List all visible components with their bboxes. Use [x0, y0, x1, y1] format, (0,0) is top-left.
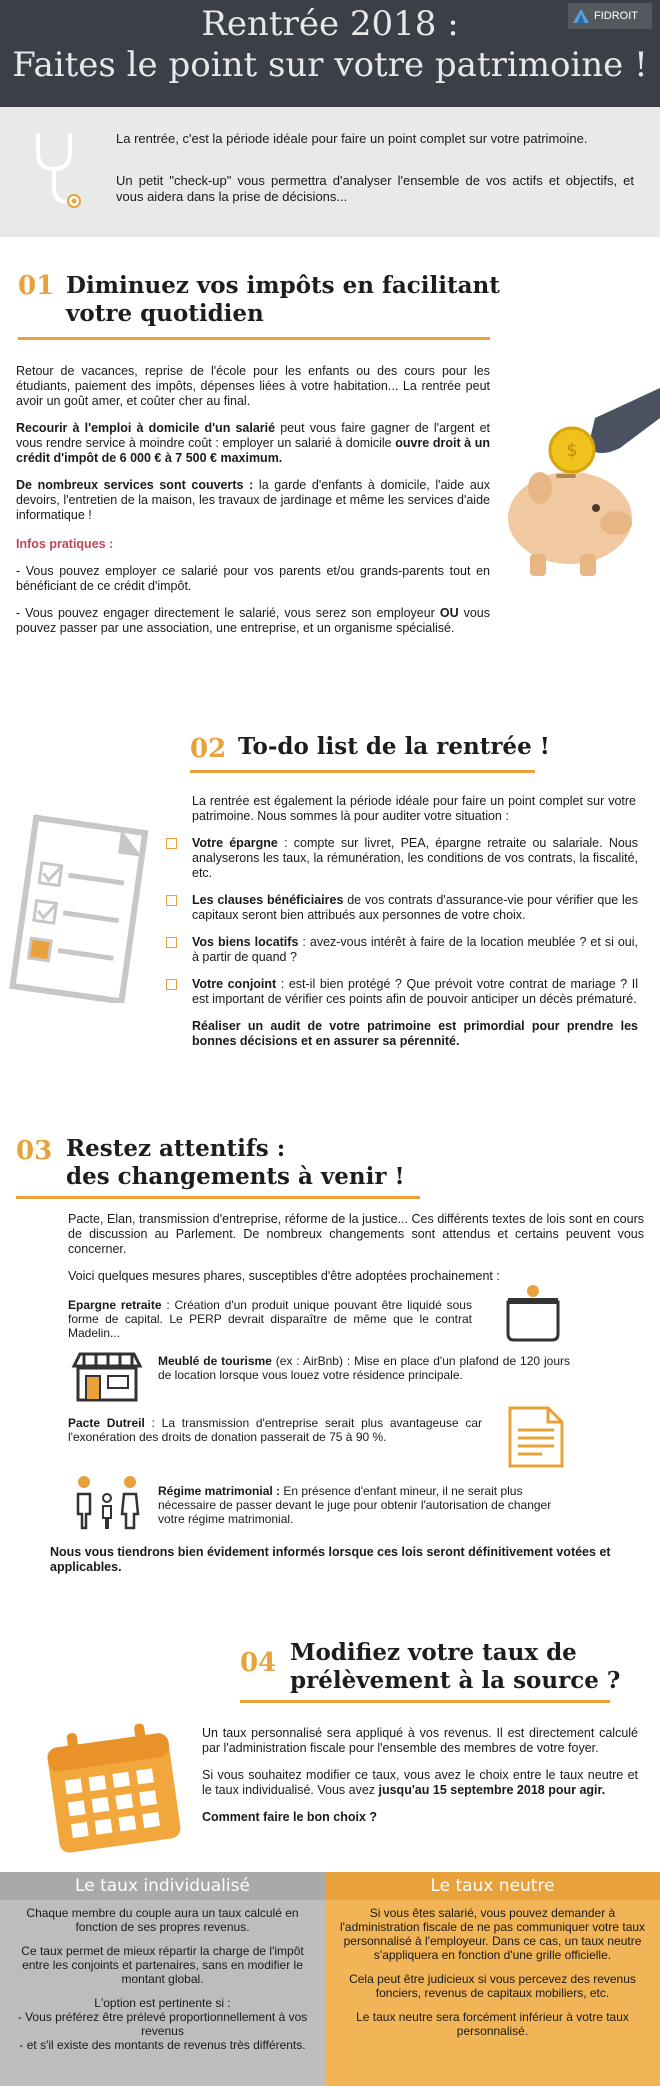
section1-emphasis-1: Recourir à l'emploi à domicile d'un salarié: [16, 421, 276, 435]
section4-title-line2: prélèvement à la source ?: [290, 1667, 621, 1694]
taux-individualise-p2: Ce taux permet de mieux répartir la charge de l'impôt entre les conjoints et partenaires, sans en modifier le montant global.: [21, 1944, 304, 1986]
todo-item: [166, 935, 638, 965]
section4-title-line1: Modifiez votre taux de: [290, 1639, 577, 1666]
todo-item-desc: : avez-vous intérêt à faire de la location meublée ? et si oui, à partir de quand ?: [192, 935, 639, 964]
calendar-icon: [38, 1716, 188, 1856]
todo-item: [166, 977, 638, 1007]
measure-title: Pacte Dutreil: [68, 1416, 145, 1430]
checklist-document-icon: [0, 808, 150, 1003]
section3-title-line2: des changements à venir !: [66, 1163, 405, 1190]
section1-emphasis-2: ouvre droit à un crédit d'impôt de 6 000 € à 7 500 € maximum.: [16, 436, 490, 465]
measure-title: Meublé de tourisme: [158, 1354, 272, 1368]
section2-number: 02: [190, 734, 227, 764]
section4-title: [290, 1639, 620, 1695]
house-shop-icon: [70, 1350, 144, 1404]
todo-item-desc: de vos contrats d'assurance-vie pour vérifier que les capitaux seront bien attribués aux personnes de votre choix.: [192, 893, 638, 922]
taux-individualise-p3-line3: - et s'il existe des montants de revenus très différents.: [19, 2038, 306, 2052]
taux-neutre-p2: Cela peut être judicieux si vous percevez des revenus fonciers, revenus de capitaux mobiliers, etc.: [349, 1972, 636, 2000]
section2-conclusion: Réaliser un audit de votre patrimoine est primordial pour prendre les bonnes décisions et en assurer sa pérennité.: [192, 1019, 638, 1048]
info-item-2-text-b: vous pouvez passer par une association, une entreprise, et un organisme spécialisé.: [16, 606, 490, 635]
page-title-line2: Faites le point sur votre patrimoine !: [12, 45, 648, 85]
section4-number: 04: [240, 1648, 277, 1678]
document-contract-icon: [506, 1404, 566, 1470]
todo-item-desc: : est-il bien protégé ? Que prévoit votre contrat de mariage ? Il est important de vérifier ces points afin de pouvoir anticiper un décès prématuré.: [192, 977, 639, 1006]
section4-paragraph-2: [202, 1768, 638, 1798]
section2-underline: [190, 770, 535, 773]
page-header: [0, 0, 660, 107]
section4-deadline: jusqu'au 15 septembre 2018 pour agir.: [378, 1783, 606, 1797]
svg-text:$: $: [566, 440, 578, 461]
section3-title-line1: Restez attentifs :: [66, 1135, 286, 1162]
todo-item-title: Votre épargne: [192, 836, 278, 850]
taux-neutre-body: [325, 1900, 660, 2038]
checkbox-icon: [166, 838, 177, 849]
info-item-2-text-a: - Vous pouvez engager directement le salarié, vous serez son employeur: [16, 606, 440, 620]
section1-paragraph-3: [16, 478, 490, 523]
info-item-2: [16, 606, 490, 636]
section2-title: To-do list de la rentrée !: [238, 733, 550, 760]
todo-item-text: [192, 893, 638, 923]
todo-item: [166, 893, 638, 923]
section3-paragraph-1: Pacte, Elan, transmission d'entreprise, réforme de la justice... Ces différents textes de lois sont en cours de discussion au Parlement. De nombreux changements sont attendus et certains peuvent vous concerner.: [68, 1212, 644, 1256]
section1-paragraph-2: [16, 421, 490, 466]
family-icon: [74, 1474, 140, 1530]
todo-item-title: Vos biens locatifs: [192, 935, 299, 949]
checkbox-icon: [166, 895, 177, 906]
measure-regime: [158, 1484, 570, 1526]
fidroit-logo: [568, 3, 652, 29]
intro-paragraph-1: La rentrée, c'est la période idéale pour faire un point complet sur votre patrimoine.: [116, 131, 588, 146]
todo-item-text: [192, 836, 638, 881]
taux-individualise-body: [0, 1900, 325, 2052]
section3-paragraph-2: Voici quelques mesures phares, susceptibles d'être adoptées prochainement :: [68, 1269, 500, 1283]
measure-desc: (ex : AirBnb) : Mise en place d'un plafond de 120 jours de location lorsque vous louez votre résidence principale.: [158, 1354, 570, 1382]
taux-neutre-p1: Si vous êtes salarié, vous pouvez demander à l'administration fiscale de ne pas communiquer votre taux personnalisé à l'employeur. Dans ce cas, un taux neutre s'appliquera en fonction d'une grille officielle.: [339, 1906, 646, 1962]
infos-pratiques-title: Infos pratiques :: [16, 537, 114, 551]
section1-text-1: peut vous faire gagner de l'argent et vous rendre service à moindre coût : employer un salarié à domicile: [16, 421, 490, 450]
section4-underline: [240, 1700, 610, 1703]
measure-title: Epargne retraite: [68, 1298, 162, 1312]
section2-intro: La rentrée est également la période idéale pour faire un point complet sur votre patrimoine. Nous sommes là pour auditer votre situation :: [192, 794, 636, 823]
measure-desc: En présence d'enfant mineur, il ne serait plus nécessaire de passer devant le juge pour obtenir l'autorisation de changer votre régime matrimonial.: [158, 1484, 552, 1526]
taux-neutre-panel: [325, 1872, 660, 2086]
info-item-2-emphasis: OU: [439, 606, 459, 620]
measure-epargne: [68, 1298, 472, 1340]
section4-question: Comment faire le bon choix ?: [202, 1810, 378, 1824]
todo-item-text: [192, 977, 638, 1007]
intro-paragraph-2: Un petit "check-up" vous permettra d'analyser l'ensemble de vos actifs et objectifs, et vous aidera dans la prise de décisions...: [116, 173, 634, 204]
section3-underline: [16, 1196, 420, 1199]
stethoscope-icon: [28, 125, 88, 215]
measure-title: Régime matrimonial :: [158, 1484, 281, 1498]
page-title-line1: Rentrée 2018 :: [201, 4, 459, 44]
measure-dutreil: [68, 1416, 482, 1444]
info-item-1: - Vous pouvez employer ce salarié pour vos parents et/ou grands-parents tout en bénéficiant de ce crédit d'impôt.: [16, 564, 490, 593]
section1-number: 01: [18, 271, 55, 301]
todo-item-desc: : compte sur livret, PEA, épargne retraite ou salariale. Nous analyserons les taux, la rémunération, les conditions de vos contrats, la fiscalité, etc.: [192, 836, 638, 880]
checkbox-icon: [166, 937, 177, 948]
section3-title: [66, 1135, 405, 1191]
section1-emphasis-3: De nombreux services sont couverts :: [16, 478, 254, 492]
measure-desc: : La transmission d'entreprise serait plus avantageuse car l'exonération des droits de donation passerait de 75 à 90 %.: [68, 1416, 482, 1444]
todo-item: [166, 836, 638, 881]
section3-closing: Nous vous tiendrons bien évidement informés lorsque ces lois seront définitivement votées et applicables.: [50, 1545, 611, 1574]
section4-body: [202, 1726, 638, 1837]
logo-triangle-icon: [572, 8, 590, 24]
piggy-bank-icon: [500, 378, 660, 578]
taux-individualise-p1: Chaque membre du couple aura un taux calculé en fonction de ses propres revenus.: [26, 1906, 299, 1934]
todo-item-text: [192, 935, 638, 965]
taux-individualise-p3-line1: L'option est pertinente si :: [94, 1996, 231, 2010]
todo-item-title: Votre conjoint: [192, 977, 277, 991]
taux-neutre-p3: Le taux neutre sera forcément inférieur à votre taux personnalisé.: [356, 2010, 629, 2038]
intro-band: [0, 107, 660, 237]
section1-body: [16, 364, 490, 648]
todo-item-title: Les clauses bénéficiaires: [192, 893, 344, 907]
section1-title-line2: votre quotidien: [66, 300, 264, 327]
taux-individualise-p3-line2: - Vous préférez être prélevé proportionnellement à vos revenus: [17, 2010, 308, 2038]
logo-text: FIDROIT: [594, 10, 638, 22]
todo-list: [166, 836, 638, 1049]
section1-title: [66, 272, 500, 328]
section3-number: 03: [16, 1136, 53, 1166]
section1-text-2: la garde d'enfants à domicile, l'aide aux devoirs, l'entretien de la maison, les travaux de jardinage et même les services d'aide informatique !: [16, 478, 490, 522]
taux-individualise-panel: [0, 1872, 325, 2086]
measure-desc: : Création d'un produit unique pouvant être liquidé sous forme de capital. Le PERP devrait disparaître de même que le contrat Madelin...: [68, 1298, 472, 1340]
section1-title-line1: Diminuez vos impôts en facilitant: [66, 272, 500, 299]
section1-paragraph-1: Retour de vacances, reprise de l'école pour les enfants ou des cours pour les étudiants, paiement des impôts, dépenses liées à votre habitation... La rentrée peut avoir un goût amer, et coûter cher au final.: [16, 364, 490, 408]
section4-text: Si vous souhaitez modifier ce taux, vous avez le choix entre le taux neutre et le taux individualisé. Vous avez: [202, 1768, 638, 1797]
section1-underline: [18, 337, 490, 340]
section4-paragraph-1: Un taux personnalisé sera appliqué à vos revenus. Il est directement calculé par l'administration fiscale pour l'ensemble des membres de votre foyer.: [202, 1726, 638, 1755]
measure-meuble: [158, 1354, 570, 1382]
wallet-purse-icon: [502, 1284, 564, 1342]
checkbox-icon: [166, 979, 177, 990]
taux-neutre-title: Le taux neutre: [325, 1872, 660, 1900]
taux-individualise-title: Le taux individualisé: [0, 1872, 325, 1900]
